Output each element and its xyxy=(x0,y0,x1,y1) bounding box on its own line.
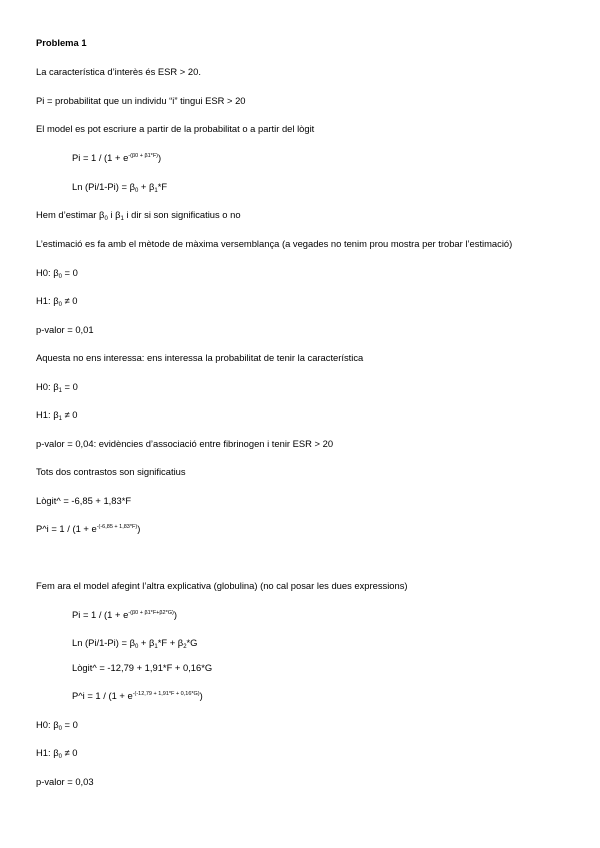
hypothesis-h1: H1: $\beta_1 \ne 0$ xyxy=(36,409,78,422)
text-line: El model es pot escriure a partir de la probabilitat o a partir del lògit xyxy=(36,123,315,134)
text-line: L’estimació es fa amb el mètode de màxima versemblança (a vegades no tenim prou mostra per trobar l’estimació) xyxy=(36,238,513,249)
text-line: Hem d’estimar $\beta_0$ i $\beta_1$ i dir si son significatius o no xyxy=(36,209,241,222)
hypothesis-h1: H1: $\beta_0 \ne 0$ xyxy=(36,295,78,308)
fitted-probability: P^i = $1 / (1 + e^{-(-12,79 + 1,91*F + 0,16*G)})$ xyxy=(72,690,203,701)
hypothesis-h0: H0: $\beta_0 = 0$ xyxy=(36,719,78,732)
text-line: Tots dos contrastos son significatius xyxy=(36,466,186,477)
formula-logit: Ln $(Pi/1-Pi) = \beta_0 + \beta_1*F$ xyxy=(72,181,168,194)
fitted-logit: Lògit^ = -6,85 + 1,83*F xyxy=(36,495,132,506)
text-line: La característica d’interès és ESR > 20. xyxy=(36,66,201,77)
hypothesis-h0: H0: $\beta_1 = 0$ xyxy=(36,381,78,394)
formula-probability: $Pi = 1 / (1 + e^{-(\beta 0 + \beta 1*F)})$ xyxy=(72,152,162,163)
p-value: p-valor = 0,01 xyxy=(36,324,94,335)
fitted-probability: P^i = $1 / (1 + e^{-(-6,85 + 1,83*F)})$ xyxy=(36,523,141,534)
text-line: Fem ara el model afegint l’altra explicativa (globulina) (no cal posar les dues expressions) xyxy=(36,580,408,591)
formula-probability: $Pi = 1 / (1 + e^{-(\beta 0 + \beta 1*F+\beta 2*G)})$ xyxy=(72,609,177,620)
formula-logit: Ln $(Pi/1-Pi) = \beta_0 + \beta_1*F + \beta_2*G$ xyxy=(72,637,198,650)
hypothesis-h0: H0: $\beta_0 = 0$ xyxy=(36,267,78,280)
hypothesis-h1: H1: $\beta_0 \ne 0$ xyxy=(36,747,78,760)
text-line: Pi = probabilitat que un individu “i” tingui ESR > 20 xyxy=(36,95,246,106)
text-line: Aquesta no ens interessa: ens interessa la probabilitat de tenir la característica xyxy=(36,352,364,363)
fitted-logit: Lògit^ = -12,79 + 1,91*F + 0,16*G xyxy=(72,662,213,673)
section-title: Problema 1 xyxy=(36,37,87,48)
p-value: p-valor = 0,04: evidències d’associació entre fibrinogen i tenir ESR > 20 xyxy=(36,438,334,449)
p-value: p-valor = 0,03 xyxy=(36,776,94,787)
